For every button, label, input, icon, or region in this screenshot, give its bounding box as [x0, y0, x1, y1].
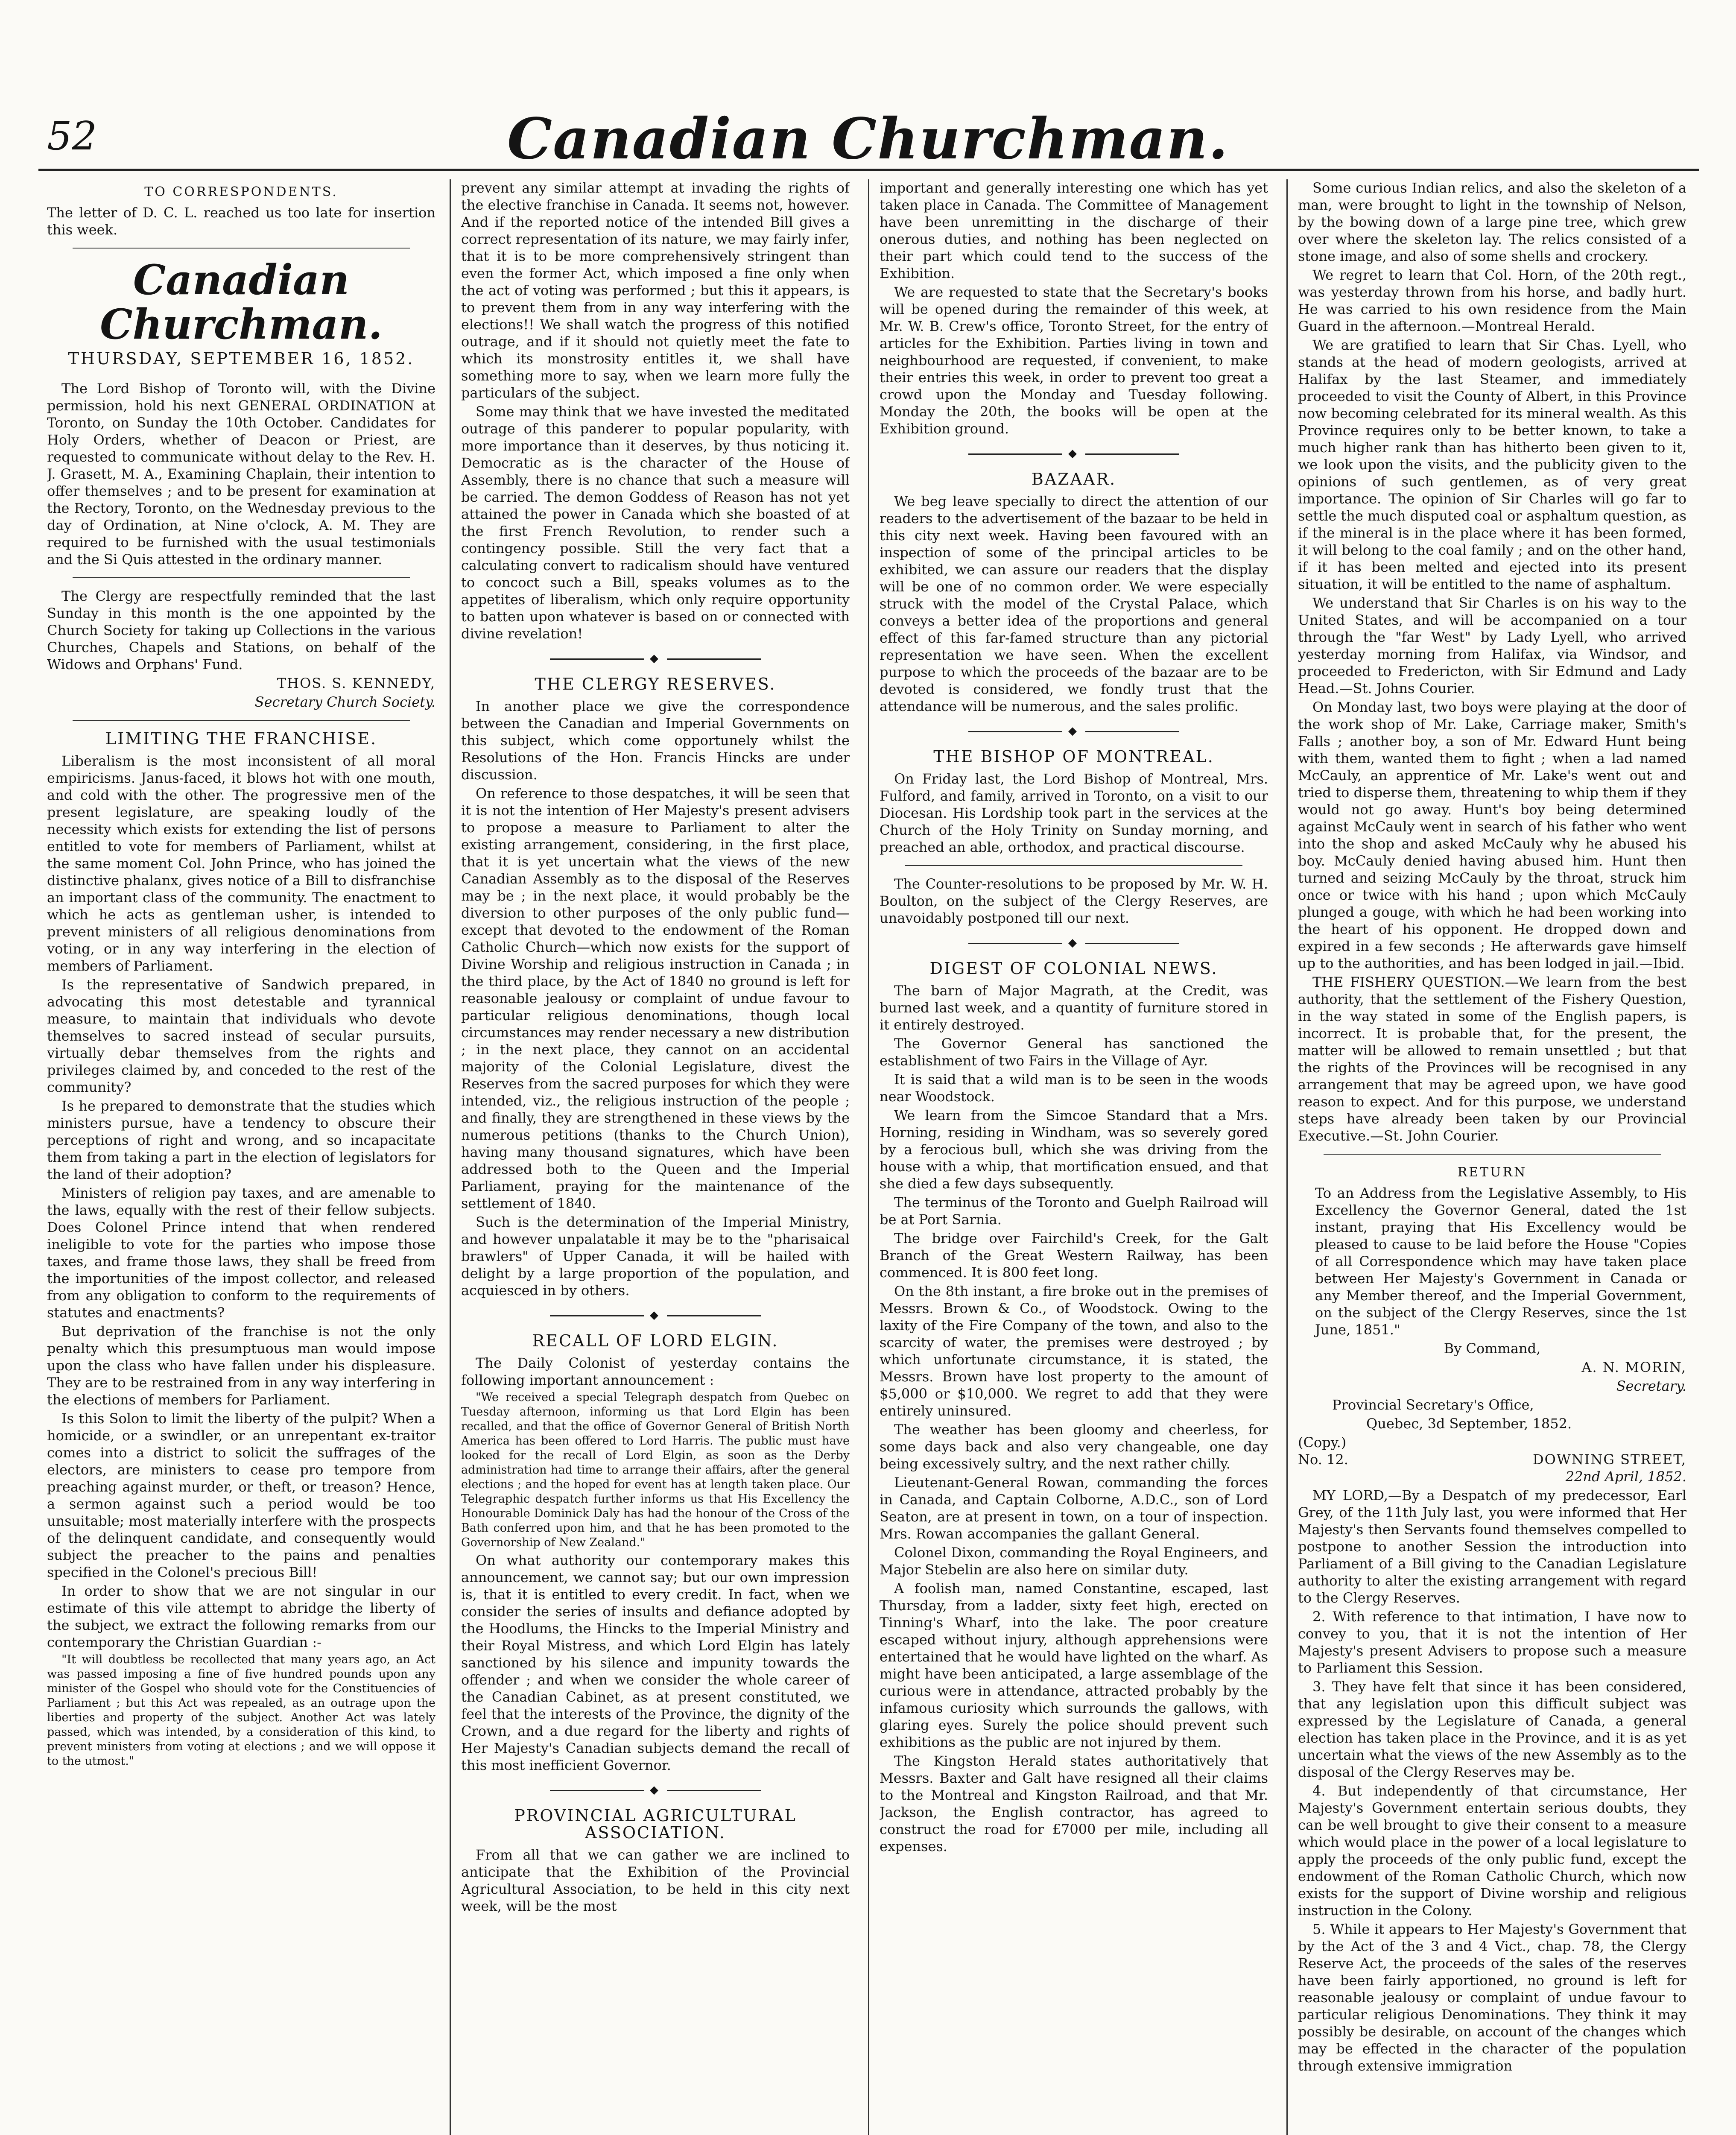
news-item: It is said that a wild man is to be seen in the woods near Woodstock. [880, 1071, 1268, 1105]
paragraph: important and generally interesting one which has yet taken place in Canada. The Committee of Management have been unremitting in the discharge of their onerous duties, and nothing has been neglected on their part which could tend to the success of the Exhibition. [880, 180, 1268, 281]
column-1 [47, 179, 435, 2135]
paragraph: The Counter-resolutions to be proposed by Mr. W. H. Boulton, on the subject of the Clergy Reserves, are unavoidably postponed till our next. [880, 876, 1268, 926]
morin-name: A. N. MORIN, [1581, 1359, 1686, 1375]
paragraph: On what authority our contemporary makes this announcement, we cannot say; but our own impression is, that it is entitled to every credit. In fact, when we consider the series of insults and defiance adopted by the Hoodlums, the Hincks to the Imperial Ministry and their Royal Mistress, and which Lord Elgin has lately sanctioned by his silence and impunity towards the offender ; and when we consider the whole career of the Canadian Cabinet, as at present constituted, we feel that the interests of the Province, the dignity of the Crown, and a due regard for the liberty and rights of Her Majesty's Canadian subjects demand the recall of this most inefficient Governor. [461, 1552, 850, 1773]
news-item: The Governor General has sanctioned the establishment of two Fairs in the Village of Ayr. [880, 1035, 1268, 1069]
paragraph: From all that we can gather we are inclined to anticipate that the Exhibition of the Provincial Agricultural Association, to be held in this city next week, will be the most [461, 1847, 850, 1914]
despatch-number: No. 12. [1298, 1451, 1348, 1468]
agricultural-heading: PROVINCIAL AGRICULTURAL ASSOCIATION. [514, 1806, 797, 1842]
paragraph: Ministers of religion pay taxes, and are amenable to the laws, equally with the rest of their fellow subjects. Does Colonel Prince intend that when rendered ineligible to vote for the parties who impose those taxes, and frame those laws, they shall be freed from the importunities of the impost collector, and released from any obligation to conform to the requirements of statutes and enactments? [47, 1185, 435, 1321]
column-4 [1298, 179, 1686, 2135]
news-item: On the 8th instant, a fire broke out in the premises of Messrs. Brown & Co., of Woodstock. Owing to the laxity of the Fire Company of the town, and also to the scarcity of water, the premises were destroyed ; by which unfortunate circumstance, it is stated, the Messrs. Brown have lost property to the amount of $5,000 or $10,000. We regret to add that they were entirely uninsured. [880, 1283, 1268, 1419]
paragraph: Is he prepared to demonstrate that the studies which ministers pursue, have a tendency to obscure their perceptions of right and wrong, and so incapacitate them from taking a part in the election of legislators for the land of their adoption? [47, 1098, 435, 1182]
news-item: We learn from the Simcoe Standard that a Mrs. Horning, residing in Windham, was so severely gored by a ferocious bull, which she was driving from the house with a whip, that mortification ensued, and that she died a few days subsequently. [880, 1107, 1268, 1192]
paragraph: On reference to those despatches, it will be seen that it is not the intention of Her Majesty's present advisers to propose a measure to Parliament to alter the existing arrangement, considering, in the first place, that it is yet uncertain what the views of the new Canadian Assembly as to the disposal of the Reserves may be ; in the next place, it would probably be the diversion to other purposes of the only public fund—except that devoted to the endowment of the Roman Catholic Church—which now exists for the support of Divine Worship and religious instruction in Canada ; in the third place, by the Act of 1840 no ground is left for reasonable jealousy or complaint of undue favour to particular religious denominations, though local circumstances may render necessary a new distribution ; in the next place, they cannot on an accidental majority of the Colonial Legislature, divest the Reserves from the sacred purposes for which they were intended, viz., the religious instruction of the people ; and finally, they are strengthened in these views by the numerous petitions (thanks to the Church Union), having many thousand signatures, which have been addressed both to the Queen and the Imperial Parliament, praying for the maintenance of the settlement of 1840. [461, 785, 850, 1211]
column-rule [1286, 179, 1288, 2135]
paragraph: Such is the determination of the Imperial Ministry, and however unpalatable it may be to the "pharisaical brawlers" of Upper Canada, it will be hailed with delight by a large proportion of the population, and acquiesced in by others. [461, 1214, 850, 1299]
office: Provincial Secretary's Office, [1332, 1397, 1534, 1413]
news-item: We understand that Sir Charles is on his way to the United States, and will be accompanied on a tour through the "far West" by Lady Lyell, who arrived yesterday morning from Halifax, via Windsor, and proceeded to Fredericton, with Sir Edmund and Lady Head.—St. Johns Courier. [1298, 595, 1686, 696]
letter-paragraph: 4. But independently of that circumstance, Her Majesty's Government entertain serious doubts, they can be well brought to give their consent to a measure which would place in the power of a local legislature to apply the proceeds of the only public fund, except the endowment of the Roman Catholic Church, which now exists for the support of Divine worship and religious instruction in the Colony. [1298, 1783, 1686, 1919]
letter-paragraph: MY LORD,—By a Despatch of my predecessor, Earl Grey, of the 11th July last, you were informed that Her Majesty's then Servants found themselves compelled to postpone to another Session the introduction into Parliament of a Bill giving to the Canadian Legislature authority to alter the existing arrangement with regard to the Clergy Reserves. [1298, 1487, 1686, 1606]
ornament-divider: ◆ [461, 650, 850, 667]
news-item: Lieutenant-General Rowan, commanding the forces in Canada, and Captain Colborne, A.D.C., son of Lord Seaton, are at present in town, on a tour of inspection. Mrs. Rowan accompanies the gallant General. [880, 1474, 1268, 1542]
news-item: The Kingston Herald states authoritatively that Messrs. Baxter and Galt have resigned all their claims to the Montreal and Kingston Railroad, and that Mr. Jackson, the English contractor, has agreed to construct the road for £7000 per mile, including all expenses. [880, 1753, 1268, 1854]
ordination-notice: The Lord Bishop of Toronto will, with the Divine permission, hold his next GENERAL ORDINATION at Toronto, on Sunday the 10th October. Candidates for Holy Orders, whether of Deacon or Priest, are requested to communicate without delay to the Rev. H. J. Grasett, M. A., Examining Chaplain, their intention to offer themselves ; and to be present for examination at the Rectory, Toronto, on the Wednesday previous to the day of Ordination, at Nine o'clock, A. M. They are required to be furnished with the usual testimonials and the Si Quis attested in the ordinary manner. [47, 380, 435, 567]
news-item: THE FISHERY QUESTION.—We learn from the best authority, that the settlement of the Fishery Question, in the way stated in some of the English papers, is incorrect. It is probable that, for the present, the matter will be allowed to remain unsettled ; but that the rights of the Provinces will be recognised in any arrangement that may be agreed upon, we have good reason to expect. And for this purpose, we understand steps have already been taken by our Provincial Executive.—St. John Courier. [1298, 974, 1686, 1144]
paragraph: We beg leave specially to direct the attention of our readers to the advertisement of the bazaar to be held in this city next week. Having been favoured with an inspection of some of the principal articles to be exhibited, we can assure our readers that the display will be one of no common order. We were especially struck with the model of the Crystal Palace, which conveys a better idea of the proportions and general effect of this far-famed structure than any pictorial representation we have seen. When the excellent purpose to which the proceeds of the bazaar are to be devoted is considered, we fondly trust that the attendance will be numerous, and the sales prolific. [880, 493, 1268, 714]
ornament-divider: ◆ [461, 1307, 850, 1324]
news-item: Some curious Indian relics, and also the skeleton of a man, were brought to light in the township of Nelson, by the bowing down of a large pine tree, which grew over where the skeleton lay. The relics consisted of a stone image, and also of some shells and crockery. [1298, 180, 1686, 264]
paragraph: Liberalism is the most inconsistent of all moral empiricisms. Janus-faced, it blows hot with one mouth, and cold with the other. The progressive men of the present legislature, are speaking loudly of the necessity which exists for extending the list of persons entitled to vote for members of Parliament, whilst at the same moment Col. John Prince, who has joined the distinctive phalanx, gives notice of a Bill to disfranchise an important class of the community. The enactment to which he acts as gentleman usher, is intended to prevent ministers of all religious denominations from voting, or in any way interfering in the election of members of Parliament. [47, 753, 435, 974]
paragraph: In another place we give the correspondence between the Canadian and Imperial Governments on this subject, which come opportunely whilst the Resolutions of the Hon. Francis Hincks are under discussion. [461, 698, 850, 783]
news-item: The terminus of the Toronto and Guelph Railroad will be at Port Sarnia. [880, 1194, 1268, 1228]
office-date: Quebec, 3d September, 1852. [1366, 1416, 1572, 1432]
downing-street: DOWNING STREET, [1532, 1451, 1686, 1468]
news-item: We regret to learn that Col. Horn, of the 20th regt., was yesterday thrown from his horse, and badly hurt. He was carried to his own residence from the Main Guard in the afternoon.—Montreal Herald. [1298, 267, 1686, 334]
paper-title: Canadian Churchman. [100, 256, 383, 348]
by-command: By Command, [1444, 1340, 1541, 1357]
bishop-heading: THE BISHOP OF MONTREAL. [933, 747, 1214, 766]
header-rule [38, 169, 1699, 171]
column-2 [461, 179, 850, 2135]
divider [73, 577, 410, 578]
quotation: "We received a special Telegraph despatch from Quebec on Tuesday afternoon, informing us that Lord Elgin has been recalled, and that the office of Governor General of British North America has been offered to Lord Harris. The public must have looked for the recall of Lord Elgin, as soon as the Derby administration had time to arrange their affairs, after the general elections ; and the hoped for event has at length taken place. Our Telegraphic despatch further informs us that His Excellency the Honourable Dominick Daly has had the honour of the Cross of the Bath conferred upon him, and that he has been promoted to the Governorship of New Zealand." [461, 1391, 850, 1549]
news-item: The barn of Major Magrath, at the Credit, was burned last week, and a quantity of furniture stored in it entirely destroyed. [880, 983, 1268, 1033]
paragraph: On Friday last, the Lord Bishop of Montreal, Mrs. Fulford, and family, arrived in Toronto, on a visit to our Diocesan. His Lordship took part in the services at the Church of the Holy Trinity on Sunday morning, and preached an able, orthodox, and practical discourse. [880, 771, 1268, 855]
paragraph: But deprivation of the franchise is not the only penalty which this presumptuous man would impose upon the class who have fallen under his displeasure. They are to be restrained from in any way interfering in the elections of members for Parliament. [47, 1323, 435, 1408]
news-item: On Monday last, two boys were playing at the door of the work shop of Mr. Lake, Carriage maker, Smith's Falls ; another boy, a son of Mr. Edward Hunt being with them, wanted them to fight ; when a lad named McCauly, an apprentice of Mr. Lake's went out and tried to disperse them, threatening to whip them if they would not go away. Hunt's boy being determined against McCauly went in search of his father who went into the shop and asked McCauly why he abused his boy. McCauly denied having abused him. Hunt then turned and seizing McCauly by the throat, struck him once or twice with his hand ; upon which McCauly plunged a gouge, with which he had been working into the heart of his opponent. He dropped down and expired in a few seconds ; He afterwards gave himself up to the authorities, and has been lodged in jail.—Ibid. [1298, 699, 1686, 971]
ornament-divider: ◆ [880, 445, 1268, 462]
quotation: "It will doubtless be recollected that many years ago, an Act was passed imposing a fine of five hundred pounds upon any minister of the Gospel who should vote for the Constituencies of Parliament ; but this Act was repealed, as an outrage upon the liberties and property of the subject. Another Act was lately passed, which was intended, by a consideration of this kind, to prevent ministers from voting at elections ; and we will oppose it to the utmost." [47, 1653, 435, 1768]
divider [73, 720, 410, 721]
masthead: Canadian Churchman. [507, 106, 1229, 172]
clergy-notice: The Clergy are respectfully reminded that the last Sunday in this month is the one appointed by the Church Society for taking up Collections in the various Churches, Chapels and Stations, on behalf of the Widows and Orphans' Fund. [47, 588, 435, 673]
news-item: A foolish man, named Constantine, escaped, last Thursday, from a ladder, sixty feet high, erected on Tinning's Wharf, into the lake. The poor creature escaped without injury, although apprehensions were entertained that he would have lighted on the wharf. As might have been anticipated, a large assemblage of the curious were in attendance, attracted probably by the infamous curiosity which surrounds the gallows, with glaring eyes. Surely the police should prevent such exhibitions as the public are not injured by them. [880, 1580, 1268, 1750]
news-item: We are gratified to learn that Sir Chas. Lyell, who stands at the head of modern geologists, arrived at Halifax by the last Steamer, and immediately proceeded to visit the County of Albert, in this Province now becoming celebrated for its mineral wealth. As this Province requires only to be better known, to take a much higher rank than has hitherto been given to it, we look upon the visits, and the publicity given to the opinions of such gentlemen, as of very great importance. The opinion of Sir Charles will go far to settle the much disputed coal or asphaltum question, as if the mineral is in the place where it has been formed, it will belong to the coal family ; and on the other hand, if it has been melted and ejected into its present situation, it will be entitled to the name of asphaltum. [1298, 337, 1686, 592]
return-heading: RETURN [1457, 1165, 1527, 1180]
paragraph: We are requested to state that the Secretary's books will be opened during the remainder of this week, at Mr. W. B. Crew's office, Toronto Street, for the entry of articles for the Exhibition. Parties living in town and neighbourhood are requested, if convenient, to make their entries this week, in order to prevent too great a crowd upon the Monday and Tuesday following. Monday the 20th, the books will be open at the Exhibition ground. [880, 284, 1268, 437]
news-item: The weather has been gloomy and cheerless, for some days back and also very changeable, one day being excessively sultry, and the next rather chilly. [880, 1421, 1268, 1472]
divider [1324, 1154, 1661, 1155]
return-text: To an Address from the Legislative Assembly, to His Excellency the Governor General, dated the 1st instant, praying that His Excellency would be pleased to cause to be laid before the House "Copies of all Correspondence which may have taken place between Her Majesty's Government in Canada or any Member thereof, and the Imperial Government, on the subject of the Clergy Reserves, since the 1st June, 1851." [1315, 1185, 1686, 1338]
correspondents-text: The letter of D. C. L. reached us too late for insertion this week. [47, 205, 435, 238]
letter-paragraph: 2. With reference to that intimation, I have now to convey to you, that it is not the intention of Her Majesty's present Advisers to propose such a measure to Parliament this Session. [1298, 1609, 1686, 1676]
ornament-divider: ◆ [461, 1781, 850, 1799]
news-item: The bridge over Fairchild's Creek, for the Galt Branch of the Great Western Railway, has been commenced. It is 800 feet long. [880, 1230, 1268, 1281]
news-item: Colonel Dixon, commanding the Royal Engineers, and Major Stebelin are also here on similar duty. [880, 1544, 1268, 1578]
signer-title: Secretary Church Society. [254, 694, 435, 710]
column-rule [450, 179, 451, 2135]
column-rule [868, 179, 869, 2135]
paragraph: Some may think that we have invested the meditated outrage of this panderer to popular popularity, with more importance than it deserves, by thus noticing it. Democratic as is the character of the House of Assembly, there is no chance that such a measure will be carried. The demon Goddess of Reason has not yet attained the power in Canada which she boasted of at the first French Revolution, to render such a contingency possible. Still the very fact that a calculating convert to radicalism should have ventured to concoct such a Bill, speaks volumes as to the appetites of liberalism, which only require opportunity to batten upon whatever is based on or connected with divine revelation! [461, 404, 850, 642]
digest-heading: DIGEST OF COLONIAL NEWS. [929, 959, 1218, 978]
page-number: 52 [47, 113, 97, 159]
divider [73, 248, 410, 249]
letter-paragraph: 5. While it appears to Her Majesty's Government that by the Act of the 3 and 4 Vict., chap. 78, the Clergy Reserve Act, the proceeds of the sales of the reserves have been fairly apportioned, no ground is left for reasonable jealousy or complaint of undue favour to particular religious Denominations. They think it may possibly be desirable, on account of the changes which may be effected in the character of the population through extensive immigration [1298, 1921, 1686, 2074]
franchise-heading: LIMITING THE FRANCHISE. [105, 729, 377, 748]
divider [905, 865, 1242, 866]
ornament-divider: ◆ [880, 722, 1268, 740]
paragraph: In order to show that we are not singular in our estimate of this vile attempt to abridge the liberty of the subject, we extract the following remarks from our contemporary the Christian Guardian :- [47, 1583, 435, 1650]
correspondents-heading: TO CORRESPONDENTS. [144, 184, 338, 199]
letter-paragraph: 3. They have felt that since it has been considered, that any legislation upon this difficult subject was expressed by the Legislature of Canada, a general election has taken place in the Province, and it is as yet uncertain what the views of the new Assembly as to the disposal of the Clergy Reserves may be. [1298, 1679, 1686, 1780]
morin-title: Secretary. [1616, 1378, 1686, 1394]
ornament-divider: ◆ [880, 934, 1268, 951]
copy-label: (Copy.) [1298, 1434, 1347, 1451]
clergy-reserves-heading: THE CLERGY RESERVES. [535, 675, 776, 693]
column-3 [880, 179, 1268, 2135]
paragraph: The Daily Colonist of yesterday contains the following important announcement : [461, 1355, 850, 1388]
paragraph: prevent any similar attempt at invading the rights of the elective franchise in Canada. It seems not, however. And if the reported notice of the intended Bill gives a correct representation of its nature, we may fairly infer, that it is to be more comprehensively stringent than even the former Act, which imposed a fine only when the act of voting was performed ; but this it appears, is to prevent them from in any way interfering with the elections!! We shall watch the progress of this notified outrage, and if it should not quietly meet the fate to which its monstrosity entitles it, we shall have something more to say, when we learn more fully the particulars of the subject. [461, 180, 850, 401]
paragraph: Is this Solon to limit the liberty of the pulpit? When a homicide, or a swindler, or an unrepentant ex-traitor comes into a district to solicit the suffrages of the electors, are ministers to cease pro tempore from preaching against murder, or theft, or treason? Hence, a sermon against such a period would be too unsuitable; most materially interfere with the prospects of the delinquent candidate, and consequently would subject the preacher to the pains and penalties specified in the Colonel's precious Bill! [47, 1410, 435, 1580]
downing-date: 22nd April, 1852. [1565, 1468, 1686, 1485]
bazaar-heading: BAZAAR. [1031, 470, 1116, 488]
copy-row [1298, 1434, 1686, 1451]
signer-name: THOS. S. KENNEDY, [277, 675, 435, 691]
paragraph: Is the representative of Sandwich prepared, in advocating this most detestable and tyrannical measure, to maintain that individuals who devote themselves to sacred instead of secular pursuits, virtually debar themselves from the rights and privileges claimed by, and conceded to the rest of the community? [47, 977, 435, 1095]
issue-date: THURSDAY, SEPTEMBER 16, 1852. [68, 349, 415, 368]
elgin-heading: RECALL OF LORD ELGIN. [532, 1331, 779, 1350]
downing-row [1298, 1451, 1686, 1468]
